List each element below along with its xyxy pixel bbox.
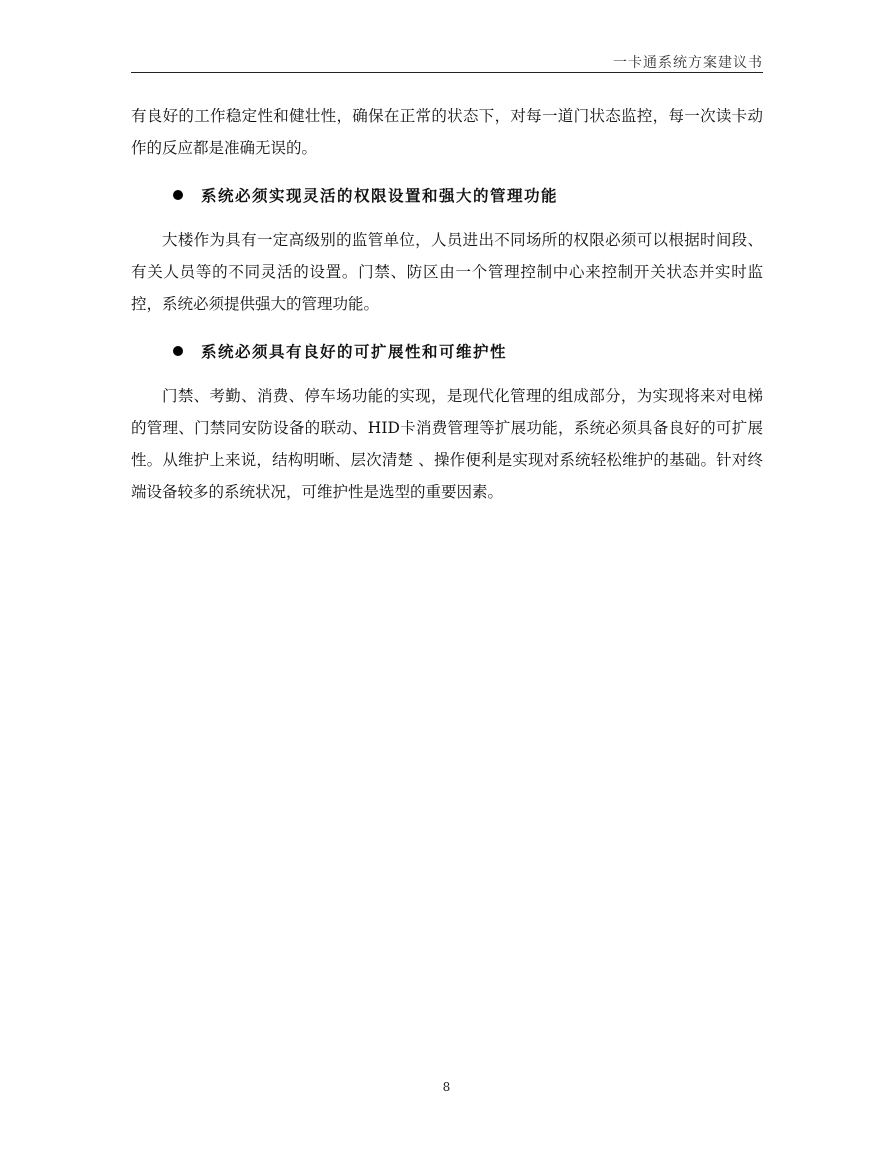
section-heading-extensibility xyxy=(131,336,763,366)
bullet-icon xyxy=(173,346,183,356)
section-heading-text: 系统必须具有良好的可扩展性和可维护性 xyxy=(201,343,508,361)
section-paragraph-extensibility: 门禁、考勤、消费、停车场功能的实现，是现代化管理的组成部分，为实现将来对电梯的管理、门禁同安防设备的联动、HID卡消费管理等扩展功能，系统必须具备良好的可扩展性。从维护上来说，结构明晰、层次清楚 、操作便利是实现对系统轻松维护的基础。针对终端设备较多的系统状况，可维护性是选型的重要因素。 xyxy=(131,387,763,501)
bullet-icon xyxy=(173,190,183,200)
running-header-title: 一卡通系统方案建议书 xyxy=(613,55,763,71)
header-divider xyxy=(131,72,763,73)
section-heading-text: 系统必须实现灵活的权限设置和强大的管理功能 xyxy=(201,187,559,205)
section-paragraph-permissions: 大楼作为具有一定高级别的监管单位，人员进出不同场所的权限必须可以根据时间段、有关人员等的不同灵活的设置。门禁、防区由一个管理控制中心来控制开关状态并实时监控，系统必须提供强大的管理功能。 xyxy=(131,231,763,313)
page-content xyxy=(131,100,763,508)
section-heading-permissions xyxy=(131,180,763,210)
page-number: 8 xyxy=(442,1080,451,1094)
intro-paragraph: 有良好的工作稳定性和健壮性，确保在正常的状态下，对每一道门状态监控，每一次读卡动作的反应都是准确无误的。 xyxy=(131,107,763,157)
